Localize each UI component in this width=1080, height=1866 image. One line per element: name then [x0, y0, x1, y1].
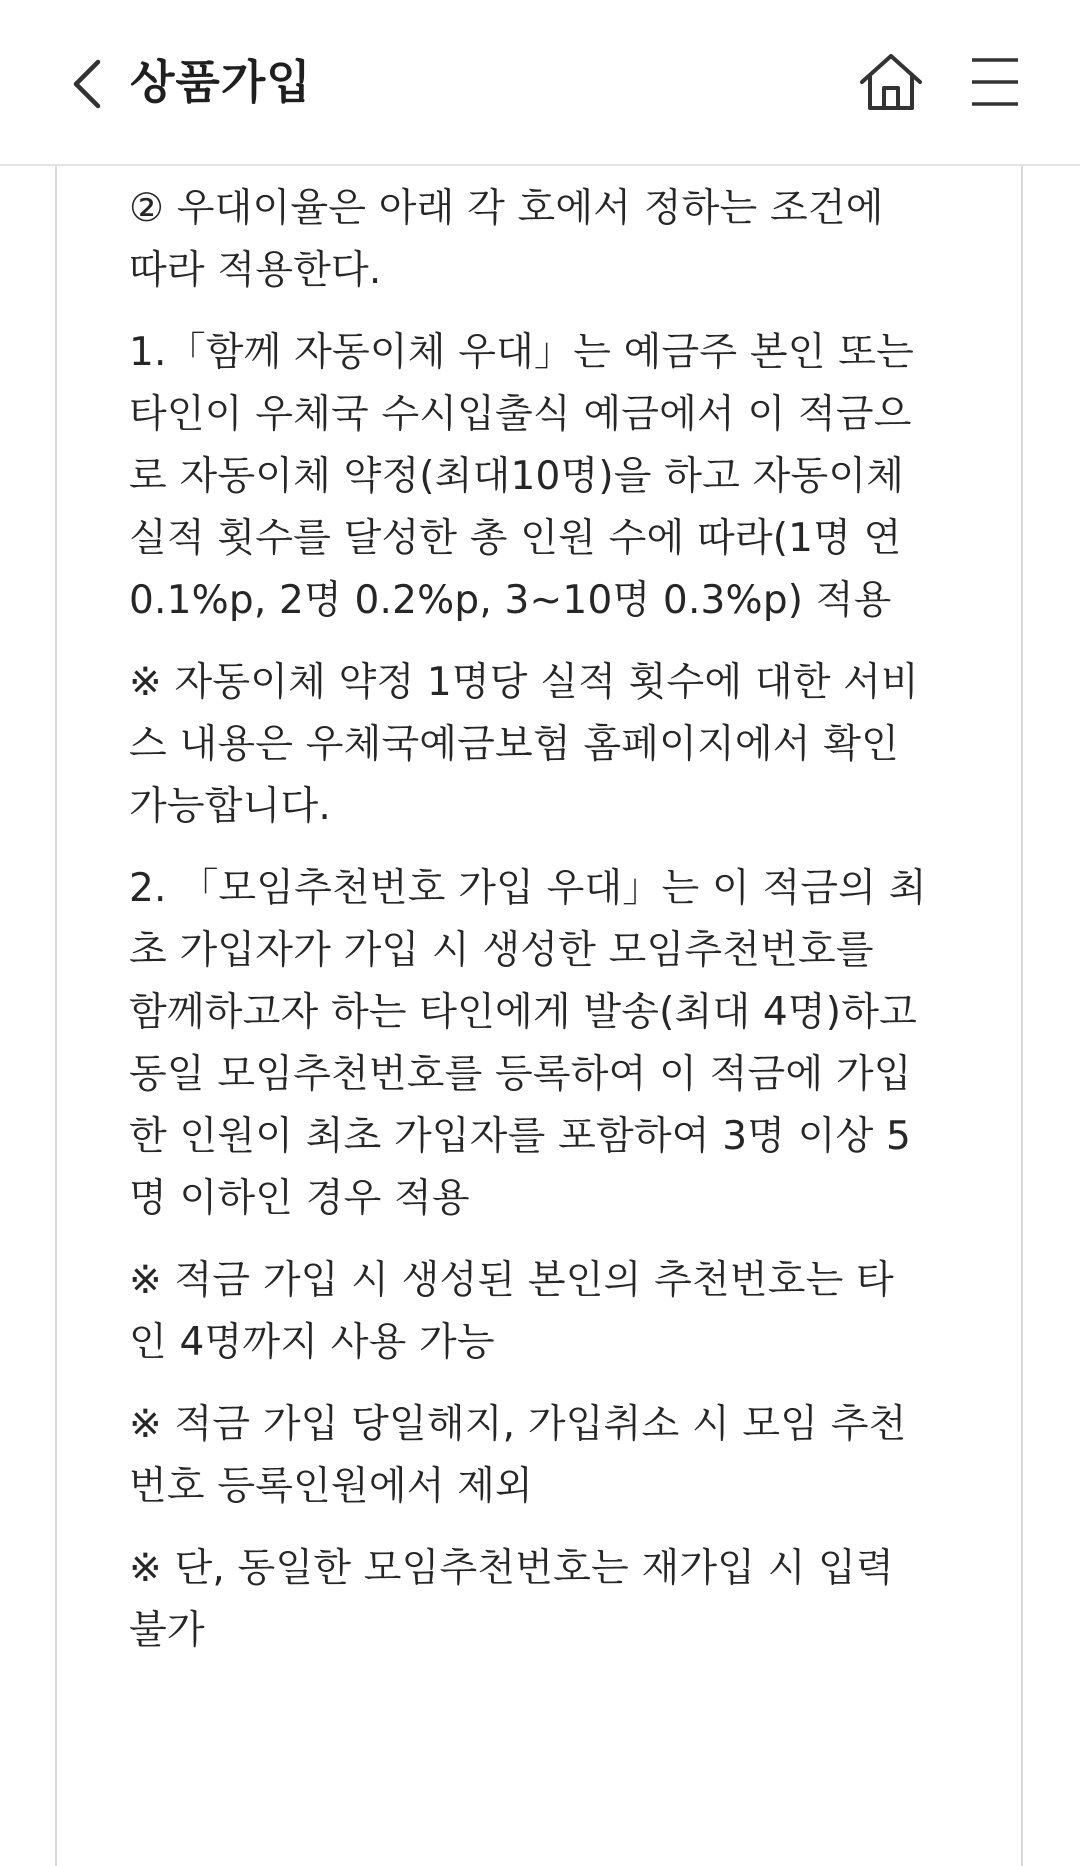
- note-rejoin-restriction: ※ 단, 동일한 모임추천번호는 재가입 시 입력 불가: [129, 1546, 894, 1653]
- menu-button[interactable]: [970, 54, 1020, 110]
- hamburger-menu-icon: [970, 54, 1020, 110]
- terms-text-body: [129, 178, 979, 1662]
- terms-content-card[interactable]: [55, 166, 1023, 1866]
- clause-group-referral-bonus: 2. 「모임추천번호 가입 우대」는 이 적금의 최 초 가입자가 가입 시 생성한 모임추천번호를 함께하고자 하는 타인에게 발송(최대 4명)하고 동일 모임추천번호를 등록하여 이 적금에 가입 한 인원이 최초 가입자를 포함하여 3명 이상 5 명 이하인 경우 적용: [129, 866, 927, 1221]
- back-button[interactable]: [64, 48, 120, 120]
- note-same-day-cancel: ※ 적금 가입 당일해지, 가입취소 시 모임 추천 번호 등록인원에서 제외: [129, 1402, 907, 1509]
- note-auto-transfer-service: ※ 자동이체 약정 1명당 실적 횟수에 대한 서비 스 내용은 우체국예금보험 홈페이지에서 확인 가능합니다.: [129, 660, 919, 829]
- clause-auto-transfer-bonus: 1.「함께 자동이체 우대」는 예금주 본인 또는 타인이 우체국 수시입출식 예금에서 이 적금으 로 자동이체 약정(최대10명)을 하고 자동이체 실적 횟수를 달성한 총 인원 수에 따라(1명 연 0.1%p, 2명 0.2%p, 3~10명 0.3%p) 적용: [129, 330, 914, 623]
- app-header: [0, 0, 1080, 166]
- home-icon: [858, 52, 924, 114]
- clause-preferential-rate-intro: ② 우대이율은 아래 각 호에서 정하는 조건에 따라 적용한다.: [129, 186, 884, 293]
- note-referral-limit: ※ 적금 가입 시 생성된 본인의 추천번호는 타 인 4명까지 사용 가능: [129, 1258, 894, 1365]
- home-button[interactable]: [858, 52, 924, 114]
- chevron-left-icon: [64, 48, 120, 120]
- page-title: 상품가입: [130, 55, 312, 109]
